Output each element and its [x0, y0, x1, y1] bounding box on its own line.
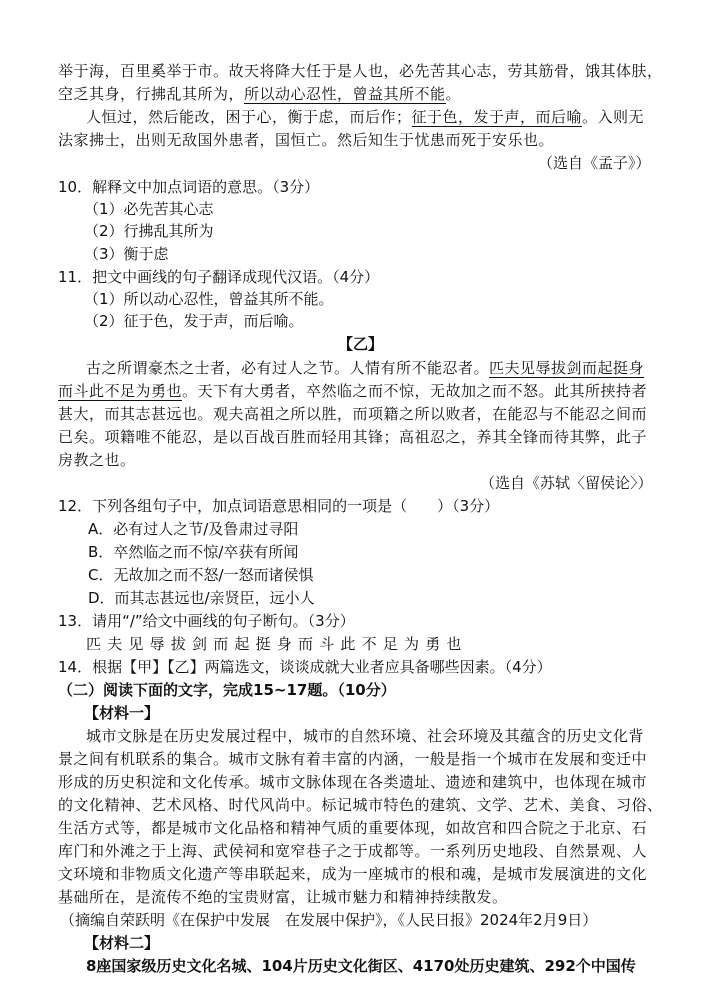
- jia-line-2-end: 。: [445, 85, 462, 103]
- question-11-item-2: （2）征于色，发于声，而后喻。: [84, 312, 304, 330]
- question-10-item-3: （3）衡于虑: [84, 245, 169, 263]
- material-2-line-1: 8座国家级历史文化名城、104片历史文化街区、4170处历史建筑、292个中国传: [86, 957, 636, 975]
- jia-line-2-text: 空乏其身，行拂乱其所为，: [58, 85, 245, 103]
- jia-line-3: [86, 106, 644, 128]
- yi-source: （选自《苏轼〈留侯论〉）: [480, 474, 653, 492]
- material-1-line-3: 形成的历史积淀和文化传承。城市文脉体现在各类遗址、遗迹和建筑中，也体现在城市: [58, 773, 648, 791]
- yi-line-5: 房教之也。: [58, 451, 136, 469]
- section-2-heading: （二）阅读下面的文字，完成15~17题。（10分）: [58, 681, 396, 699]
- question-12-option-a: A．必有过人之节/及鲁肃过寻阳: [88, 520, 299, 538]
- question-12-option-b: B．卒然临之而不惊/卒获有所闻: [88, 543, 299, 561]
- question-12-option-c: C．无故加之而不怒/一怒而诸侯惧: [88, 566, 314, 584]
- yi-line-3: 甚大，而其志甚远也。观夫高祖之所以胜，而项籍之所以败者，在能忍与不能忍之间而: [58, 405, 648, 423]
- question-11-item-1: （1）所以动心忍性，曾益其所不能。: [84, 290, 334, 308]
- yi-line-1-text: 古之所谓豪杰之士者，必有过人之节。人情有所不能忍者。: [86, 359, 490, 377]
- yi-underlined-sentence-start: 匹夫见辱拔剑而起挺身: [489, 359, 645, 377]
- question-11-stem: 11．把文中画线的句子翻译成现代汉语。（4分）: [58, 268, 380, 286]
- material-2-label: 【材料二】: [84, 934, 160, 952]
- jia-underlined-sentence-2: 征于色，发于声，而后喻: [411, 108, 583, 126]
- jia-underlined-sentence-1: 所以动心忍性，曾益其所不能: [244, 85, 446, 103]
- question-13-sentence: 匹夫见辱拔剑而起挺身而斗此不足为勇也: [86, 635, 468, 653]
- yi-line-2-text: 。天下有大勇者，卒然临之而不惊，无故加之而不怒。此其所挟持者: [182, 382, 648, 400]
- question-10-stem: 10．解释文中加点词语的意思。（3分）: [58, 178, 320, 196]
- material-1-line-6: 库门和外滩之于上海、武侯祠和宽窄巷子之于成都等。一系列历史地段、自然景观、人: [58, 842, 648, 860]
- material-1-line-5: 生活方式等，都是城市文化品格和精神气质的重要体现，如故宫和四合院之于北京、石: [58, 819, 648, 837]
- jia-line-1: 举于海，百里奚举于市。故天将降大任于是人也，必先苦其心志，劳其筋骨，饿其体肤，: [58, 62, 663, 80]
- yi-heading: 【乙】: [338, 335, 384, 353]
- yi-underlined-sentence-end: 而斗此不足为勇也: [58, 382, 183, 400]
- jia-line-3-end: 。入则无: [582, 108, 645, 126]
- material-1-line-4: 的文化精神、艺术风格、时代风尚中。标记城市特色的建筑、文学、艺术、美食、习俗、: [58, 796, 663, 814]
- yi-line-4: 已矣。项籍唯不能忍，是以百战百胜而轻用其锋；高祖忍之，养其全锋而待其弊，此子: [58, 428, 648, 446]
- jia-source: （选自《孟子》）: [538, 154, 651, 172]
- jia-line-3-text: 人恒过，然后能改，困于心，衡于虑，而后作；: [86, 108, 412, 126]
- jia-line-4: 法家拂士，出则无敌国外患者，国恒亡。然后知生于忧患而死于安乐也。: [58, 131, 555, 149]
- yi-line-2: [58, 380, 647, 402]
- material-1-line-7: 文环境和非物质文化遗产等串联起来，成为一座城市的根和魂，是城市发展演进的文化: [58, 865, 648, 883]
- question-10-item-1: （1）必先苦其心志: [84, 200, 214, 218]
- question-10-item-2: （2）行拂乱其所为: [84, 222, 214, 240]
- material-1-line-8: 基础所在，是流传不绝的宝贵财富，让城市魅力和精神持续散发。: [58, 888, 508, 906]
- jia-line-2: [58, 83, 461, 105]
- question-13-stem: 13．请用“/”给文中画线的句子断句。（3分）: [58, 612, 355, 630]
- material-1-source: （摘编自荣跃明《在保护中发展 在发展中保护》，《人民日报》2024年2月9日）: [60, 911, 598, 929]
- material-1-line-2: 景之间有机联系的集合。城市文脉有着丰富的内涵，一般是指一个城市在发展和变迁中: [58, 750, 648, 768]
- question-12-option-d: D．而其志甚远也/亲贤臣，远小人: [88, 589, 315, 607]
- material-1-label: 【材料一】: [84, 704, 160, 722]
- question-14-stem: 14．根据【甲】【乙】两篇选文，谈谈成就大业者应具备哪些因素。（4分）: [58, 658, 552, 676]
- yi-line-1: [86, 357, 644, 379]
- question-12-stem: 12．下列各组句子中，加点词语意思相同的一项是（ ）（3分）: [58, 497, 500, 515]
- material-1-line-1: 城市文脉是在历史发展过程中，城市的自然环境、社会环境及其蕴含的历史文化背: [86, 727, 645, 745]
